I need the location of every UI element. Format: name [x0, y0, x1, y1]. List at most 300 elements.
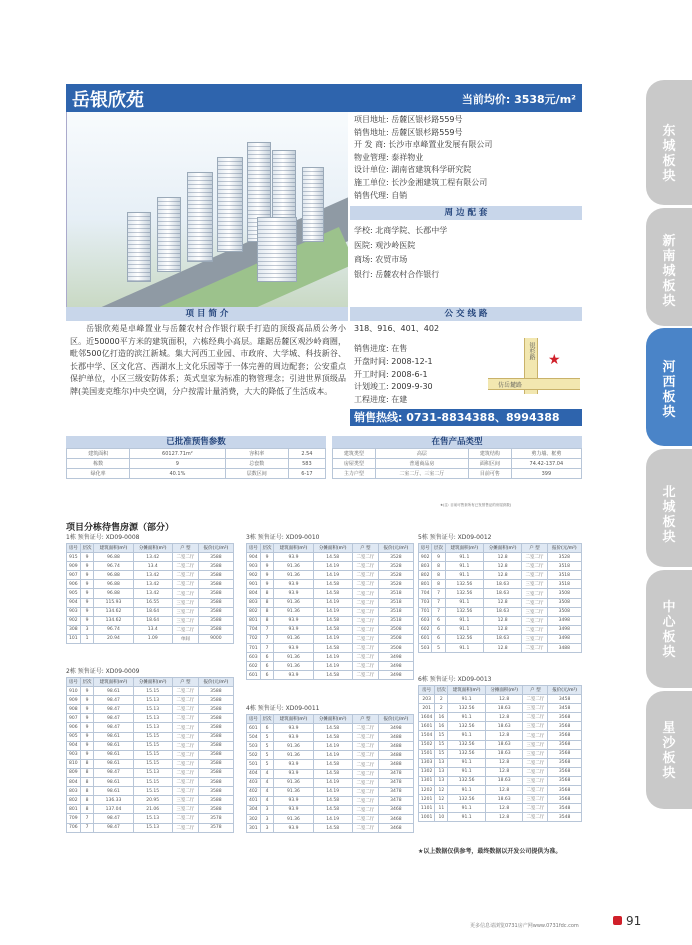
building — [127, 212, 151, 282]
table-row — [419, 695, 582, 704]
table-cell: 12.8 — [485, 731, 523, 740]
table-cell: 137.04 — [94, 805, 133, 814]
tab-xingsha[interactable] — [646, 691, 692, 809]
table-cell: 14.58 — [313, 671, 352, 680]
table-cell: 4 — [260, 769, 274, 778]
table-cell: 二室二厅 — [172, 723, 198, 732]
table-cell: 3568 — [548, 758, 582, 767]
table-cell: 1502 — [419, 740, 435, 749]
table-row — [247, 724, 414, 733]
table-cell: 二室二厅 — [172, 687, 198, 696]
table-row — [247, 671, 414, 680]
table-cell: 96.74 — [94, 625, 133, 634]
table-cell: 12.8 — [485, 804, 523, 813]
table-cell: 91.1 — [445, 553, 483, 562]
table-row — [67, 598, 234, 607]
table-row — [67, 571, 234, 580]
table-cell: 132.56 — [445, 589, 483, 598]
table-cell: 1501 — [419, 749, 435, 758]
table-cell: 3508 — [547, 607, 581, 616]
table-row — [419, 813, 582, 822]
table-cell: 602 — [247, 662, 261, 671]
table-cell: 1303 — [419, 758, 435, 767]
table-cell: 二室二厅 — [172, 750, 198, 759]
table-cell: 98.47 — [94, 823, 133, 832]
table-row — [419, 740, 582, 749]
table-cell: 91.36 — [274, 571, 313, 580]
table-cell: 3588 — [198, 741, 233, 750]
table-cell: 3468 — [378, 824, 413, 833]
table-cell: 3488 — [378, 742, 413, 751]
table-title: 1栋 预售证号: XD09-0008 — [66, 534, 140, 541]
table-cell: 建筑面积(m²) — [94, 544, 133, 553]
table-cell: 93.9 — [274, 760, 313, 769]
table-cell: 91.1 — [448, 804, 486, 813]
table-cell: 7 — [80, 823, 94, 832]
info-item: 销售代理: 自销 — [354, 190, 408, 200]
table-cell: 93.9 — [274, 580, 313, 589]
table-cell: 12.8 — [483, 644, 521, 653]
table-cell: 803 — [419, 562, 432, 571]
table-cell: 91.36 — [274, 815, 313, 824]
table-cell: 8 — [432, 571, 445, 580]
table-cell: 15.13 — [133, 696, 172, 705]
table-row — [419, 644, 582, 653]
table-cell: 4 — [260, 787, 274, 796]
tab-zhongxin[interactable] — [646, 570, 692, 688]
table-cell: 98.47 — [94, 723, 133, 732]
location-star-icon: ★ — [548, 352, 561, 368]
table-cell: 8 — [80, 778, 94, 787]
table-cell: 12.8 — [483, 553, 521, 562]
table-cell: 91.1 — [448, 813, 486, 822]
table-cell: 9 — [260, 553, 274, 562]
table-cell: 503 — [247, 742, 261, 751]
table-cell: 3518 — [547, 562, 581, 571]
table-cell: 908 — [67, 705, 81, 714]
table-cell: 二室二厅 — [172, 778, 198, 787]
table-cell: 二室二厅 — [352, 644, 378, 653]
approved-heading: 已批准预售参数 — [66, 436, 326, 448]
table-cell: 14.58 — [313, 796, 352, 805]
table-cell: 101 — [67, 634, 81, 643]
table-cell: 98.47 — [94, 714, 133, 723]
table-cell: 8 — [260, 598, 274, 607]
table-cell: 404 — [247, 769, 261, 778]
house-icon — [613, 916, 622, 925]
table-cell: 3528 — [378, 553, 413, 562]
table-row — [67, 823, 234, 832]
table-cell: 3518 — [547, 580, 581, 589]
tab-beicheng[interactable] — [646, 449, 692, 567]
table-cell: 40.1% — [130, 469, 225, 479]
project-title: 岳银欣苑 — [72, 90, 144, 110]
table-cell: 总套数 — [225, 459, 288, 469]
surround-item: 商场: 农贸市场 — [354, 255, 408, 264]
table-cell: 3588 — [198, 714, 233, 723]
table-cell: 3478 — [378, 778, 413, 787]
table-row — [247, 733, 414, 742]
table-cell: 18.63 — [485, 795, 523, 804]
table-cell: 7 — [260, 625, 274, 634]
table-cell: 98.47 — [94, 705, 133, 714]
table-cell: 136.33 — [94, 796, 133, 805]
types-table — [332, 448, 582, 479]
table-cell: 三室二厅 — [523, 740, 548, 749]
table-cell: 13.42 — [133, 589, 172, 598]
table-cell: 3498 — [547, 625, 581, 634]
table-cell: 9 — [80, 696, 94, 705]
progress-item: 销售进度: 在售 — [354, 344, 408, 353]
table-cell: 8 — [80, 759, 94, 768]
table-cell: 8 — [260, 589, 274, 598]
progress-item: 计划竣工: 2009-9-30 — [354, 382, 433, 392]
table-cell: 15.13 — [133, 823, 172, 832]
table-cell: 91.36 — [274, 662, 313, 671]
intro-text: 岳银欣苑是卓峰置业与岳麓农村合作银行联手打造的顶级高品质公务小区。近50000平方米的建筑面积，六栋经典小高层。雄踞岳麓区观沙岭商圈，毗邻500亿打造的滨江新城。集大河西工业园、市政府、大学城、科技新谷、长郡中学、区文化宫、西湖水上文化乐园等于一体完善的周边配套；公安重点保护单位，小区三级安防体系；英式皇家为标准的物管理念；引进世界顶级品牌(美国麦克维尔)中央空调，分户按需计量消费，大大的降低了生活成本。 — [70, 324, 346, 396]
table-cell: 3 — [80, 625, 94, 634]
average-price: 当前均价: 3538元/m² — [461, 93, 576, 106]
table-cell: 9 — [80, 732, 94, 741]
table-cell: 二室二厅 — [523, 786, 548, 795]
table-cell: 9 — [80, 714, 94, 723]
table-cell: 804 — [67, 778, 81, 787]
table-cell: 14.58 — [313, 625, 352, 634]
table-cell: 5 — [260, 751, 274, 760]
table-cell: 601 — [247, 671, 261, 680]
table-cell: 容积率 — [225, 449, 288, 459]
table-row — [247, 824, 414, 833]
table-row — [67, 449, 326, 459]
table-cell: 15.15 — [133, 778, 172, 787]
table-cell: 3478 — [378, 787, 413, 796]
table-cell: 132.56 — [448, 776, 486, 785]
table-row — [67, 723, 234, 732]
table-row — [419, 767, 582, 776]
table-cell: 14.58 — [313, 644, 352, 653]
table-cell: 91.36 — [274, 751, 313, 760]
table-cell: 3518 — [378, 598, 413, 607]
building-6-listing — [418, 675, 582, 822]
table-cell: 5 — [260, 733, 274, 742]
table-cell: 15.13 — [133, 768, 172, 777]
progress-item: 开盘时间: 2008-12-1 — [354, 356, 433, 366]
table-row — [247, 571, 414, 580]
table-cell: 8 — [80, 796, 94, 805]
table-cell: 3518 — [378, 589, 413, 598]
table-cell: 二室二厅 — [352, 724, 378, 733]
table-cell: 803 — [67, 787, 81, 796]
table-cell: 18.63 — [483, 607, 521, 616]
table-cell: 3568 — [548, 767, 582, 776]
table-cell: 二室二厅、三室二厅 — [375, 469, 468, 479]
table-cell: 93.9 — [274, 625, 313, 634]
table-cell: 二室二厅 — [523, 713, 548, 722]
table-cell: 层次 — [260, 544, 274, 553]
unit-table — [418, 685, 582, 822]
table-cell: 96.88 — [94, 580, 133, 589]
table-row — [247, 616, 414, 625]
table-cell: 二室二厅 — [172, 759, 198, 768]
unit-table — [66, 543, 234, 644]
table-row — [247, 715, 414, 724]
table-cell: 二室二厅 — [352, 616, 378, 625]
table-cell: 910 — [67, 687, 81, 696]
table-row — [419, 795, 582, 804]
table-cell: 12.8 — [483, 625, 521, 634]
table-row — [247, 751, 414, 760]
table-cell: 3498 — [378, 724, 413, 733]
table-cell: 98.61 — [94, 778, 133, 787]
table-cell: 96.74 — [94, 562, 133, 571]
table-cell: 201 — [419, 704, 435, 713]
tab-label: 新南城板块 — [662, 234, 676, 309]
table-cell: 98.61 — [94, 787, 133, 796]
table-cell: 802 — [247, 607, 261, 616]
table-cell: 12.8 — [485, 695, 523, 704]
table-cell: 602 — [419, 625, 432, 634]
table-row — [419, 713, 582, 722]
table-cell: 二室二厅 — [352, 787, 378, 796]
table-cell: 8 — [80, 768, 94, 777]
table-cell: 14.19 — [313, 598, 352, 607]
table-cell: 3498 — [547, 616, 581, 625]
table-cell: 二室二厅 — [352, 634, 378, 643]
info-item: 物业管理: 泰祥物业 — [354, 152, 424, 162]
table-cell: 132.56 — [445, 634, 483, 643]
table-cell: 二室二厅 — [172, 705, 198, 714]
table-cell: 二室二厅 — [172, 571, 198, 580]
table-cell: 12 — [435, 786, 448, 795]
table-cell: 18.63 — [485, 740, 523, 749]
table-cell: 399 — [511, 469, 581, 479]
info-item: 项目地址: 岳麓区银杉路559号 — [354, 115, 463, 124]
table-cell: 3588 — [198, 562, 233, 571]
table-cell: 2 — [435, 704, 448, 713]
table-cell: 14.19 — [313, 562, 352, 571]
table-cell: 14.19 — [313, 751, 352, 760]
district-tabs — [646, 80, 692, 820]
table-cell: 房号 — [67, 678, 81, 687]
table-cell: 3568 — [548, 786, 582, 795]
table-cell: 909 — [67, 696, 81, 705]
table-cell: 6 — [260, 671, 274, 680]
tab-label: 河西板块 — [662, 360, 676, 420]
table-cell: 3588 — [198, 696, 233, 705]
table-row — [419, 804, 582, 813]
map-label: 仿岳麓路 — [498, 382, 523, 389]
table-cell: 132.56 — [448, 749, 486, 758]
tab-xinnancheng[interactable] — [646, 208, 692, 326]
table-cell: 3588 — [198, 768, 233, 777]
table-cell: 10 — [435, 813, 448, 822]
table-cell: 5 — [432, 644, 445, 653]
table-cell: 三室二厅 — [172, 805, 198, 814]
table-cell: 12.8 — [485, 786, 523, 795]
table-cell: 91.1 — [448, 758, 486, 767]
table-row — [247, 760, 414, 769]
table-cell: 二室二厅 — [172, 696, 198, 705]
table-cell: 601 — [247, 724, 261, 733]
table-cell: 户 型 — [172, 544, 198, 553]
table-title: 4栋 预售证号: XD09-0011 — [246, 705, 320, 712]
table-row — [67, 714, 234, 723]
table-cell: 二室二厅 — [522, 625, 547, 634]
table-cell: 13 — [435, 767, 448, 776]
tab-hexi-active[interactable] — [646, 328, 692, 446]
table-cell: 房号 — [247, 544, 261, 553]
table-cell: 91.1 — [448, 786, 486, 795]
table-cell: 二室二厅 — [352, 598, 378, 607]
table-cell: 9 — [80, 607, 94, 616]
table-cell: 15.13 — [133, 705, 172, 714]
table-cell: 建筑面积(m²) — [448, 686, 486, 695]
map-label: 银杉路 — [528, 342, 535, 360]
table-cell: 二室二厅 — [522, 616, 547, 625]
table-cell: 14.58 — [313, 616, 352, 625]
table-cell: 二室二厅 — [172, 714, 198, 723]
table-cell: 二室二厅 — [352, 589, 378, 598]
table-row — [419, 749, 582, 758]
table-cell: 903 — [67, 607, 81, 616]
intro-heading: 项 目 简 介 — [66, 307, 348, 321]
table-cell: 304 — [247, 805, 261, 814]
table-cell: 层次 — [260, 715, 274, 724]
building — [157, 197, 181, 272]
table-cell: 91.1 — [445, 644, 483, 653]
table-cell: 三室二厅 — [523, 704, 548, 713]
transit-heading: 公 交 线 路 — [350, 307, 582, 321]
info-item: 施工单位: 长沙金湘建筑工程有限公司 — [354, 177, 488, 187]
approved-params — [66, 436, 326, 479]
footer-text: 更多信息请浏览0731房产网www.0731fdc.com — [470, 923, 579, 929]
table-cell: 502 — [247, 751, 261, 760]
table-cell: 93.9 — [274, 644, 313, 653]
table-cell: 普通商品房 — [375, 459, 468, 469]
table-cell: 704 — [419, 589, 432, 598]
table-cell: 栋数 — [67, 459, 130, 469]
table-cell: 三室二厅 — [523, 749, 548, 758]
table-cell: 3498 — [378, 671, 413, 680]
table-cell: 二室二厅 — [352, 751, 378, 760]
table-cell: 9 — [260, 571, 274, 580]
table-cell: 704 — [247, 625, 261, 634]
table-cell: 1302 — [419, 767, 435, 776]
table-cell: 7 — [80, 814, 94, 823]
building-3-listing — [246, 533, 414, 680]
table-cell: 层次 — [435, 686, 448, 695]
building — [257, 217, 297, 282]
table-cell: 14.19 — [313, 815, 352, 824]
table-row — [67, 732, 234, 741]
table-cell: 分摊面积(m²) — [485, 686, 523, 695]
table-cell: 建筑结构 — [469, 449, 512, 459]
table-cell: 分摊面积(m²) — [313, 544, 352, 553]
table-row — [67, 469, 326, 479]
table-cell: 15.13 — [133, 814, 172, 823]
table-cell: 203 — [419, 695, 435, 704]
table-cell: 层次 — [80, 678, 94, 687]
table-cell: 13.4 — [133, 625, 172, 634]
table-cell: 18.63 — [483, 634, 521, 643]
table-cell: 18.64 — [133, 616, 172, 625]
table-cell: 6 — [432, 634, 445, 643]
table-cell: 12.8 — [483, 571, 521, 580]
table-cell: 803 — [247, 598, 261, 607]
table-cell: 14.58 — [313, 760, 352, 769]
table-cell: 二室二厅 — [523, 804, 548, 813]
building — [217, 157, 243, 252]
table-cell: 房屋类型 — [333, 459, 376, 469]
table-cell: 15.15 — [133, 687, 172, 696]
table-cell: 93.9 — [274, 769, 313, 778]
table-cell: 建筑面积(m²) — [445, 544, 483, 553]
table-cell: 13 — [435, 776, 448, 785]
table-row — [419, 589, 582, 598]
table-cell: 6 — [432, 616, 445, 625]
table-cell: 3568 — [548, 731, 582, 740]
table-cell: 93.9 — [274, 796, 313, 805]
table-cell: 单间 — [172, 634, 198, 643]
table-cell: 7 — [432, 589, 445, 598]
table-cell: 16 — [435, 713, 448, 722]
table-row — [67, 696, 234, 705]
table-cell: 二室二厅 — [352, 662, 378, 671]
table-cell: 91.36 — [274, 634, 313, 643]
table-cell: 98.61 — [94, 732, 133, 741]
table-cell: 1301 — [419, 776, 435, 785]
table-cell: 9 — [80, 616, 94, 625]
table-cell: 3578 — [198, 814, 233, 823]
table-cell: 9 — [80, 553, 94, 562]
table-cell: 三室二厅 — [523, 795, 548, 804]
table-cell: 3528 — [378, 580, 413, 589]
table-cell: 18.63 — [485, 776, 523, 785]
table-cell: 802 — [67, 796, 81, 805]
table-cell: 709 — [67, 814, 81, 823]
table-row — [247, 787, 414, 796]
table-row — [247, 562, 414, 571]
table-title: 3栋 预售证号: XD09-0010 — [246, 534, 320, 541]
table-row — [67, 805, 234, 814]
table-cell: 91.1 — [445, 562, 483, 571]
table-cell: 501 — [247, 760, 261, 769]
table-cell: 703 — [419, 598, 432, 607]
table-cell: 3588 — [198, 750, 233, 759]
table-cell: 15.15 — [133, 732, 172, 741]
table-cell: 房号 — [419, 544, 432, 553]
table-cell: 分摊面积(m²) — [483, 544, 521, 553]
sales-progress — [354, 343, 484, 407]
table-cell: 706 — [67, 823, 81, 832]
table-cell: 3588 — [198, 732, 233, 741]
table-cell: 绿化率 — [67, 469, 130, 479]
table-cell: 3518 — [378, 607, 413, 616]
table-cell: 8 — [432, 562, 445, 571]
table-cell: 906 — [67, 580, 81, 589]
table-row — [67, 580, 234, 589]
table-cell: 二室二厅 — [522, 553, 547, 562]
tab-dongcheng[interactable] — [646, 80, 692, 205]
table-cell: 15 — [435, 740, 448, 749]
table-cell: 93.9 — [274, 724, 313, 733]
table-cell: 14.19 — [313, 787, 352, 796]
table-cell: 14.58 — [313, 553, 352, 562]
table-cell: 98.47 — [94, 768, 133, 777]
table-row — [419, 634, 582, 643]
table-cell: 7 — [260, 634, 274, 643]
table-cell: 93.9 — [274, 616, 313, 625]
